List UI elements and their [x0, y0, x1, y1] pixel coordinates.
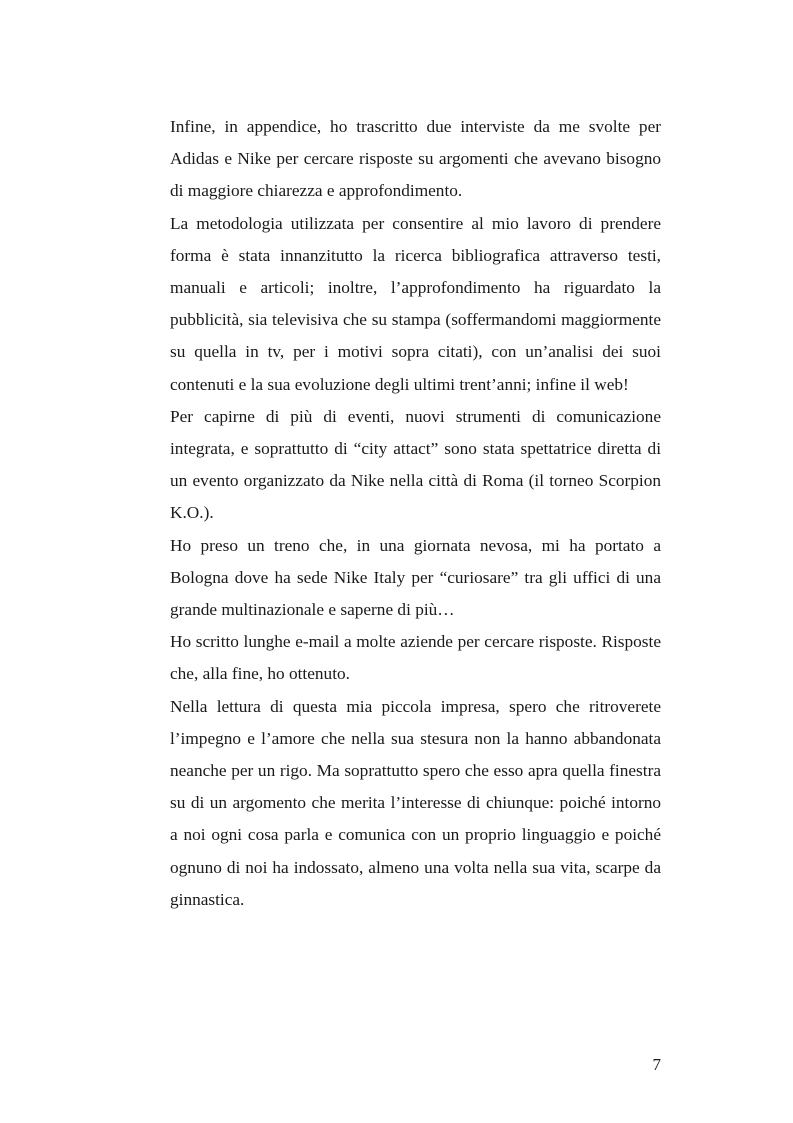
- paragraph-bologna: Ho preso un treno che, in una giornata nevosa, mi ha portato a Bologna dove ha sede Nike Italy per “curiosare” tra gli uffici di una grande multinazionale e saperne di più…: [170, 535, 661, 620]
- paragraph-methodology: La metodologia utilizzata per consentire al mio lavoro di prendere forma è stata innanzitutto la ricerca bibliografica attraverso testi, manuali e articoli; inoltre, l’approfondimento ha riguardato la pubblicità, sia televisiva che su stampa (soffermandomi maggiormente su quella in tv, per i motivi sopra citati), con un’analisi dei suoi contenuti e la sua evoluzione degli ultimi trent’anni; infine il web!: [170, 213, 661, 394]
- body-text: [170, 111, 661, 916]
- paragraph-events: Per capirne di più di eventi, nuovi strumenti di comunicazione integrata, e soprattutto di “city attact” sono stata spettatrice diretta di un evento organizzato da Nike nella città di Roma (il torneo Scorpion K.O.).: [170, 406, 661, 523]
- paragraph-conclusion: Nella lettura di questa mia piccola impresa, spero che ritroverete l’impegno e l’amore che nella sua stesura non la hanno abbandonata neanche per un rigo. Ma soprattutto spero che esso apra quella finestra su di un argomento che merita l’interesse di chiunque: poiché intorno a noi ogni cosa parla e comunica con un proprio linguaggio e poiché ognuno di noi ha indossato, almeno una volta nella sua vita, scarpe da ginnastica.: [170, 696, 661, 909]
- paragraph-emails: Ho scritto lunghe e-mail a molte aziende per cercare risposte. Risposte che, alla fine, ho ottenuto.: [170, 632, 661, 684]
- paragraph-appendix: Infine, in appendice, ho trascritto due interviste da me svolte per Adidas e Nike per cercare risposte su argomenti che avevano bisogno di maggiore chiarezza e approfondimento.: [170, 117, 661, 201]
- page-number: 7: [652, 1055, 661, 1074]
